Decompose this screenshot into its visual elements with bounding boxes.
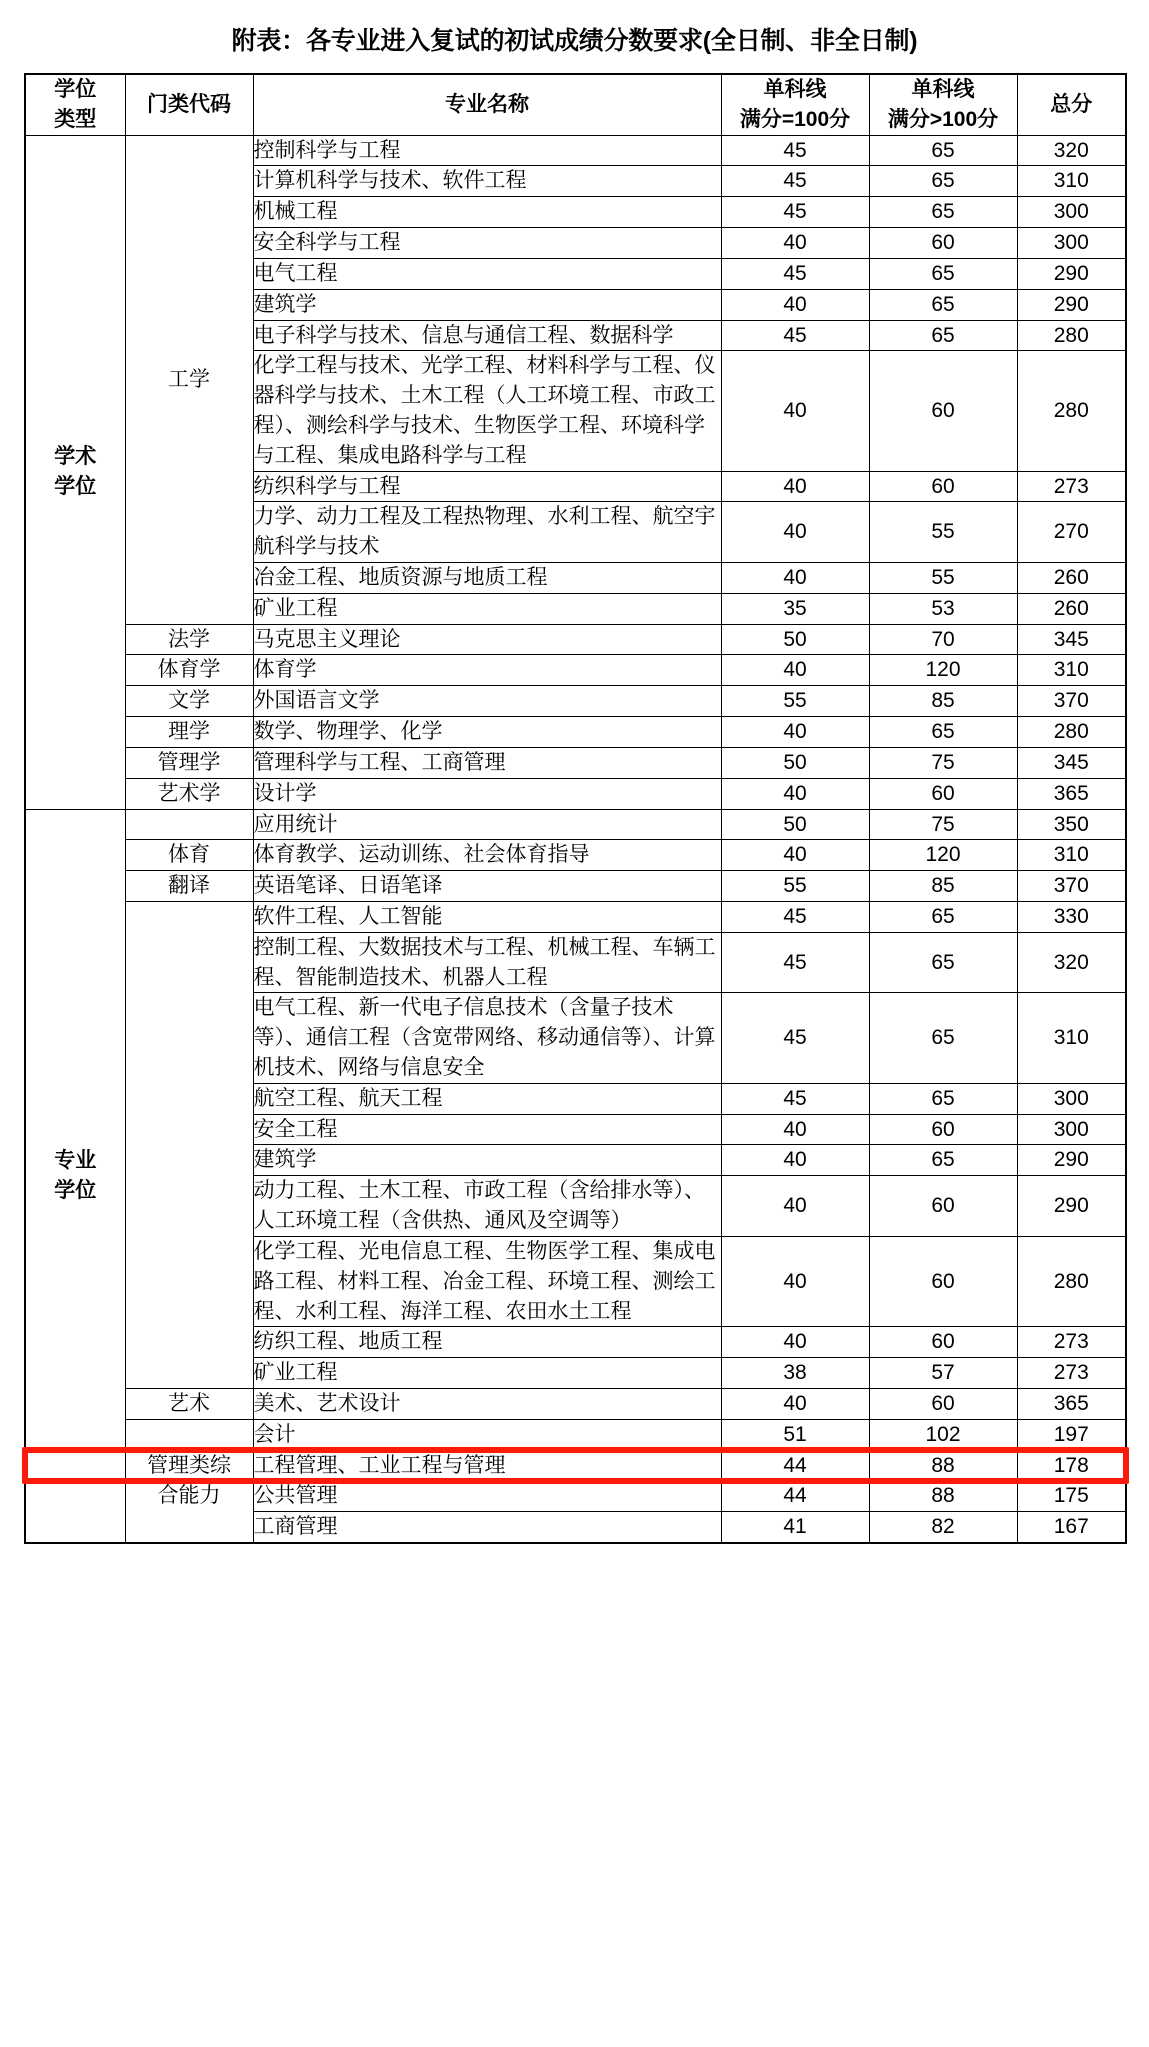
total-score-cell: 197 — [1017, 1419, 1126, 1450]
subject-line-gt100-cell: 65 — [869, 166, 1017, 197]
total-score-cell: 310 — [1017, 993, 1126, 1083]
major-name-cell: 化学工程、光电信息工程、生物医学工程、集成电路工程、材料工程、冶金工程、环境工程、测绘工程、水利工程、海洋工程、农田水土工程 — [253, 1236, 721, 1326]
total-score-cell: 320 — [1017, 135, 1126, 166]
total-score-cell: 300 — [1017, 228, 1126, 259]
subject-line-gt100-cell: 70 — [869, 624, 1017, 655]
major-name-cell: 体育学 — [253, 655, 721, 686]
subject-line-gt100-cell: 60 — [869, 351, 1017, 471]
total-score-cell: 290 — [1017, 289, 1126, 320]
subject-line-eq100-cell: 40 — [721, 502, 869, 563]
subject-line-gt100-cell: 60 — [869, 1388, 1017, 1419]
major-name-cell: 建筑学 — [253, 1145, 721, 1176]
major-name-cell: 机械工程 — [253, 197, 721, 228]
major-name-cell: 管理科学与工程、工商管理 — [253, 747, 721, 778]
total-score-cell: 280 — [1017, 1236, 1126, 1326]
score-table-container — [0, 73, 1149, 1544]
subject-line-eq100-cell: 45 — [721, 320, 869, 351]
total-score-cell: 280 — [1017, 351, 1126, 471]
major-name-cell: 软件工程、人工智能 — [253, 901, 721, 932]
subject-line-gt100-cell: 57 — [869, 1358, 1017, 1389]
table-row — [25, 717, 1126, 748]
subject-line-eq100-cell: 45 — [721, 993, 869, 1083]
total-score-cell: 290 — [1017, 1145, 1126, 1176]
table-row — [25, 809, 1126, 840]
total-score-cell: 280 — [1017, 320, 1126, 351]
total-score-cell: 273 — [1017, 471, 1126, 502]
category-code-cell: 法学 — [125, 624, 253, 655]
total-score-cell: 345 — [1017, 624, 1126, 655]
total-score-cell: 310 — [1017, 655, 1126, 686]
subject-line-eq100-cell: 40 — [721, 289, 869, 320]
table-row — [25, 624, 1126, 655]
header-subject-line-eq100 — [721, 74, 869, 135]
subject-line-gt100-cell: 65 — [869, 320, 1017, 351]
total-score-cell: 300 — [1017, 197, 1126, 228]
major-name-cell: 动力工程、土木工程、市政工程（含给排水等）、人工环境工程（含供热、通风及空调等） — [253, 1176, 721, 1237]
subject-line-gt100-cell: 60 — [869, 228, 1017, 259]
major-name-cell: 电气工程 — [253, 258, 721, 289]
table-row — [25, 655, 1126, 686]
major-name-cell: 控制科学与工程 — [253, 135, 721, 166]
subject-line-eq100-cell: 40 — [721, 1176, 869, 1237]
degree-type-cell — [25, 135, 125, 809]
major-name-cell: 控制工程、大数据技术与工程、机械工程、车辆工程、智能制造技术、机器人工程 — [253, 932, 721, 993]
header-sub2-line1: 单科线 — [911, 78, 975, 101]
total-score-cell: 260 — [1017, 563, 1126, 594]
major-name-cell: 马克思主义理论 — [253, 624, 721, 655]
subject-line-gt100-cell: 60 — [869, 1114, 1017, 1145]
major-name-cell: 应用统计 — [253, 809, 721, 840]
subject-line-gt100-cell: 75 — [869, 747, 1017, 778]
category-code-cell: 翻译 — [125, 871, 253, 902]
major-name-cell: 安全科学与工程 — [253, 228, 721, 259]
header-total-score: 总分 — [1017, 74, 1126, 135]
major-name-cell: 计算机科学与技术、软件工程 — [253, 166, 721, 197]
total-score-cell: 365 — [1017, 1388, 1126, 1419]
header-degree-type — [25, 74, 125, 135]
table-row — [25, 840, 1126, 871]
total-score-cell: 167 — [1017, 1512, 1126, 1543]
total-score-cell: 260 — [1017, 593, 1126, 624]
subject-line-gt100-cell: 53 — [869, 593, 1017, 624]
table-body — [25, 135, 1126, 1543]
total-score-cell: 350 — [1017, 809, 1126, 840]
subject-line-eq100-cell: 45 — [721, 901, 869, 932]
subject-line-gt100-cell: 85 — [869, 871, 1017, 902]
total-score-cell: 273 — [1017, 1358, 1126, 1389]
major-name-cell: 矿业工程 — [253, 593, 721, 624]
subject-line-gt100-cell: 65 — [869, 717, 1017, 748]
subject-line-eq100-cell: 51 — [721, 1419, 869, 1450]
table-row — [25, 871, 1126, 902]
table-row — [25, 778, 1126, 809]
major-name-cell: 工商管理 — [253, 1512, 721, 1543]
category-code-cell: 体育学 — [125, 655, 253, 686]
major-name-cell: 力学、动力工程及工程热物理、水利工程、航空宇航科学与技术 — [253, 502, 721, 563]
subject-line-eq100-cell: 40 — [721, 778, 869, 809]
subject-line-eq100-cell: 40 — [721, 471, 869, 502]
major-name-cell: 航空工程、航天工程 — [253, 1083, 721, 1114]
category-code-cell: 文学 — [125, 686, 253, 717]
total-score-cell: 300 — [1017, 1083, 1126, 1114]
major-name-cell: 矿业工程 — [253, 1358, 721, 1389]
subject-line-eq100-cell: 44 — [721, 1450, 869, 1481]
subject-line-eq100-cell: 40 — [721, 1327, 869, 1358]
subject-line-eq100-cell: 50 — [721, 624, 869, 655]
subject-line-gt100-cell: 55 — [869, 502, 1017, 563]
admission-score-table — [24, 73, 1127, 1544]
total-score-cell: 290 — [1017, 258, 1126, 289]
header-sub1-line1: 单科线 — [763, 78, 827, 101]
subject-line-eq100-cell: 55 — [721, 871, 869, 902]
major-name-cell: 冶金工程、地质资源与地质工程 — [253, 563, 721, 594]
subject-line-eq100-cell: 45 — [721, 166, 869, 197]
subject-line-gt100-cell: 65 — [869, 197, 1017, 228]
subject-line-gt100-cell: 65 — [869, 135, 1017, 166]
header-degree-type-line2: 类型 — [54, 107, 97, 131]
subject-line-eq100-cell: 40 — [721, 228, 869, 259]
subject-line-gt100-cell: 65 — [869, 289, 1017, 320]
major-name-cell: 美术、艺术设计 — [253, 1388, 721, 1419]
subject-line-gt100-cell: 120 — [869, 840, 1017, 871]
header-degree-type-line1: 学位 — [54, 78, 97, 101]
degree-type-line2: 学位 — [54, 475, 97, 499]
subject-line-eq100-cell: 45 — [721, 1083, 869, 1114]
table-row — [25, 901, 1126, 932]
category-code-cell: 管理学 — [125, 747, 253, 778]
total-score-cell: 320 — [1017, 932, 1126, 993]
subject-line-eq100-cell: 40 — [721, 1145, 869, 1176]
subject-line-eq100-cell: 38 — [721, 1358, 869, 1389]
major-name-cell: 工程管理、工业工程与管理 — [253, 1450, 721, 1481]
table-row — [25, 1419, 1126, 1450]
major-name-cell: 设计学 — [253, 778, 721, 809]
major-name-cell: 公共管理 — [253, 1481, 721, 1512]
subject-line-gt100-cell: 65 — [869, 1145, 1017, 1176]
subject-line-eq100-cell: 45 — [721, 932, 869, 993]
subject-line-eq100-cell: 41 — [721, 1512, 869, 1543]
total-score-cell: 273 — [1017, 1327, 1126, 1358]
major-name-cell: 安全工程 — [253, 1114, 721, 1145]
subject-line-gt100-cell: 60 — [869, 1236, 1017, 1326]
subject-line-gt100-cell: 65 — [869, 258, 1017, 289]
header-sub2-line2: 满分>100分 — [887, 107, 999, 131]
header-category-code: 门类代码 — [125, 74, 253, 135]
total-score-cell: 178 — [1017, 1450, 1126, 1481]
subject-line-eq100-cell: 45 — [721, 135, 869, 166]
subject-line-eq100-cell: 45 — [721, 197, 869, 228]
subject-line-gt100-cell: 60 — [869, 471, 1017, 502]
subject-line-eq100-cell: 40 — [721, 840, 869, 871]
subject-line-gt100-cell: 60 — [869, 1176, 1017, 1237]
subject-line-gt100-cell: 65 — [869, 993, 1017, 1083]
total-score-cell: 300 — [1017, 1114, 1126, 1145]
total-score-cell: 175 — [1017, 1481, 1126, 1512]
category-code-cell: 体育 — [125, 840, 253, 871]
subject-line-eq100-cell: 40 — [721, 1388, 869, 1419]
major-name-cell: 会计 — [253, 1419, 721, 1450]
subject-line-gt100-cell: 85 — [869, 686, 1017, 717]
major-name-cell: 数学、物理学、化学 — [253, 717, 721, 748]
category-code-cell: 艺术学 — [125, 778, 253, 809]
subject-line-gt100-cell: 75 — [869, 809, 1017, 840]
major-name-cell: 体育教学、运动训练、社会体育指导 — [253, 840, 721, 871]
subject-line-gt100-cell: 102 — [869, 1419, 1017, 1450]
subject-line-gt100-cell: 82 — [869, 1512, 1017, 1543]
subject-line-gt100-cell: 60 — [869, 778, 1017, 809]
degree-type-line2: 学位 — [54, 1178, 97, 1202]
page-title: 附表：各专业进入复试的初试成绩分数要求(全日制、非全日制) — [231, 27, 918, 55]
table-row — [25, 1388, 1126, 1419]
major-name-cell: 建筑学 — [253, 289, 721, 320]
major-name-cell: 电气工程、新一代电子信息技术（含量子技术等）、通信工程（含宽带网络、移动通信等）、计算机技术、网络与信息安全 — [253, 993, 721, 1083]
subject-line-eq100-cell: 44 — [721, 1481, 869, 1512]
major-name-cell: 电子科学与技术、信息与通信工程、数据科学 — [253, 320, 721, 351]
total-score-cell: 310 — [1017, 840, 1126, 871]
subject-line-eq100-cell: 45 — [721, 258, 869, 289]
total-score-cell: 370 — [1017, 686, 1126, 717]
subject-line-eq100-cell: 50 — [721, 747, 869, 778]
total-score-cell: 330 — [1017, 901, 1126, 932]
subject-line-eq100-cell: 55 — [721, 686, 869, 717]
subject-line-eq100-cell: 40 — [721, 655, 869, 686]
table-row — [25, 686, 1126, 717]
category-code-cell — [125, 1419, 253, 1543]
subject-line-gt100-cell: 60 — [869, 1327, 1017, 1358]
category-code-cell: 理学 — [125, 717, 253, 748]
subject-line-eq100-cell: 40 — [721, 1236, 869, 1326]
table-row — [25, 747, 1126, 778]
major-name-cell: 化学工程与技术、光学工程、材料科学与工程、仪器科学与技术、土木工程（人工环境工程、市政工程）、测绘科学与技术、生物医学工程、环境科学与工程、集成电路科学与工程 — [253, 351, 721, 471]
total-score-cell: 310 — [1017, 166, 1126, 197]
degree-type-cell — [25, 809, 125, 1543]
subject-line-gt100-cell: 65 — [869, 932, 1017, 993]
subject-line-gt100-cell: 65 — [869, 1083, 1017, 1114]
total-score-cell: 345 — [1017, 747, 1126, 778]
total-score-cell: 370 — [1017, 871, 1126, 902]
header-sub1-line2: 满分=100分 — [739, 107, 851, 131]
major-name-cell: 纺织科学与工程 — [253, 471, 721, 502]
subject-line-eq100-cell: 40 — [721, 563, 869, 594]
header-row — [25, 74, 1126, 135]
major-name-cell: 英语笔译、日语笔译 — [253, 871, 721, 902]
subject-line-eq100-cell: 40 — [721, 351, 869, 471]
subject-line-gt100-cell: 55 — [869, 563, 1017, 594]
header-major-name: 专业名称 — [253, 74, 721, 135]
table-header — [25, 74, 1126, 135]
degree-type-line1: 学术 — [54, 445, 97, 469]
subject-line-eq100-cell: 50 — [721, 809, 869, 840]
table-row — [25, 135, 1126, 166]
total-score-cell: 280 — [1017, 717, 1126, 748]
total-score-cell: 290 — [1017, 1176, 1126, 1237]
category-code-cell — [125, 901, 253, 1388]
header-subject-line-gt100 — [869, 74, 1017, 135]
category-code-cell: 工学 — [125, 135, 253, 624]
total-score-cell: 365 — [1017, 778, 1126, 809]
total-score-cell: 270 — [1017, 502, 1126, 563]
degree-type-line1: 专业 — [54, 1148, 97, 1172]
subject-line-gt100-cell: 88 — [869, 1481, 1017, 1512]
major-name-cell: 外国语言文学 — [253, 686, 721, 717]
category-code-line2: 合能力 — [157, 1483, 221, 1507]
category-code-line1: 管理类综 — [147, 1454, 231, 1478]
category-code-cell: 艺术 — [125, 1388, 253, 1419]
subject-line-eq100-cell: 40 — [721, 717, 869, 748]
major-name-cell: 纺织工程、地质工程 — [253, 1327, 721, 1358]
subject-line-eq100-cell: 40 — [721, 1114, 869, 1145]
category-code-cell — [125, 809, 253, 840]
subject-line-eq100-cell: 35 — [721, 593, 869, 624]
subject-line-gt100-cell: 65 — [869, 901, 1017, 932]
subject-line-gt100-cell: 88 — [869, 1450, 1017, 1481]
subject-line-gt100-cell: 120 — [869, 655, 1017, 686]
